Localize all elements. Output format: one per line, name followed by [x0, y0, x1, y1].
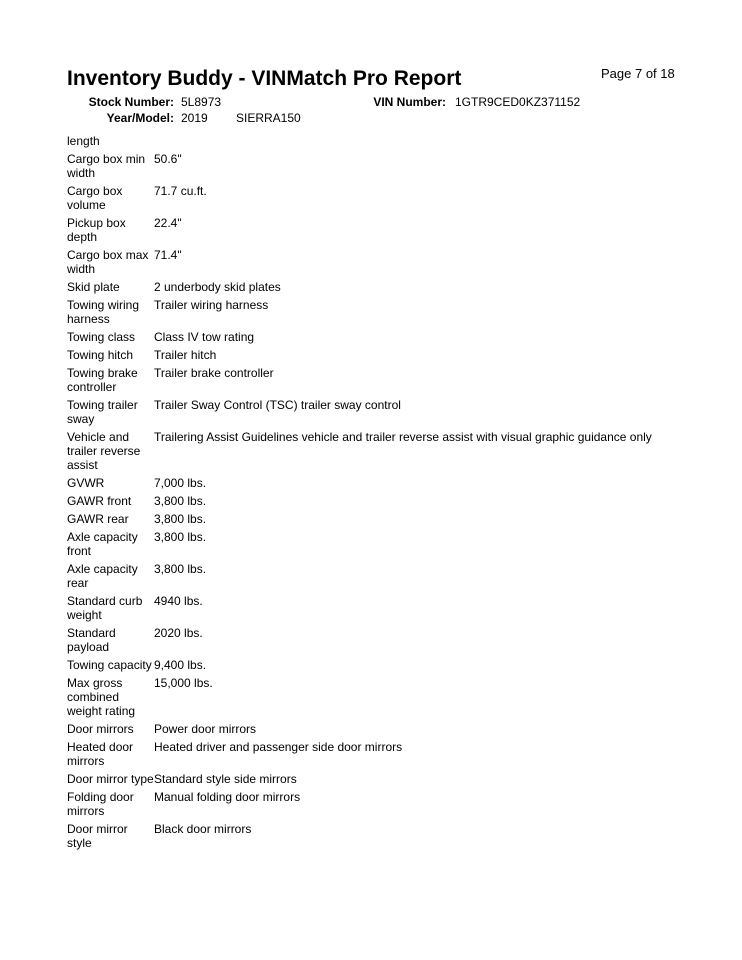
spec-row [67, 476, 652, 494]
spec-row [67, 530, 652, 562]
vin-number-label: VIN Number: [373, 95, 446, 109]
spec-label: Cargo box volume [67, 184, 123, 212]
spec-value: 22.4" [154, 216, 182, 230]
spec-value: 71.7 cu.ft. [154, 184, 207, 198]
spec-label: Towing class [67, 330, 136, 344]
spec-label: Axle capacity front [67, 530, 138, 558]
spec-value: 50.6" [154, 152, 182, 166]
spec-value: 4940 lbs. [154, 594, 203, 608]
spec-row [67, 184, 652, 216]
spec-value: 9,400 lbs. [154, 658, 207, 672]
spec-row [67, 430, 652, 476]
year-value: 2019 [181, 111, 208, 125]
spec-value: 3,800 lbs. [154, 512, 207, 526]
spec-row [67, 822, 652, 854]
spec-row [67, 366, 652, 398]
spec-row [67, 658, 652, 676]
model-value: SIERRA150 [236, 111, 301, 125]
spec-row [67, 562, 652, 594]
spec-row [67, 594, 652, 626]
spec-value: Manual folding door mirrors [154, 790, 301, 804]
stock-number-label: Stock Number: [88, 95, 174, 109]
spec-value: 3,800 lbs. [154, 562, 207, 576]
spec-value: 7,000 lbs. [154, 476, 207, 490]
spec-label: GAWR rear [67, 512, 129, 526]
spec-label: Cargo box max width [67, 248, 149, 276]
spec-value: 2 underbody skid plates [154, 280, 281, 294]
spec-row [67, 676, 652, 722]
spec-row [67, 248, 652, 280]
spec-value: 3,800 lbs. [154, 494, 207, 508]
spec-row [67, 134, 652, 152]
spec-row [67, 216, 652, 248]
spec-label: Door mirror style [67, 822, 128, 850]
spec-label: Max gross combined weight rating [67, 676, 136, 718]
spec-label: Standard payload [67, 626, 116, 654]
spec-row [67, 626, 652, 658]
spec-label: Cargo box min width [67, 152, 146, 180]
spec-row [67, 494, 652, 512]
spec-label: length [67, 134, 100, 148]
spec-label: Standard curb weight [67, 594, 143, 622]
spec-value: Trailer wiring harness [154, 298, 269, 312]
spec-value: Trailer hitch [154, 348, 217, 362]
spec-label: Towing trailer sway [67, 398, 138, 426]
spec-row [67, 512, 652, 530]
spec-row [67, 280, 652, 298]
spec-value: Class IV tow rating [154, 330, 255, 344]
spec-label: Door mirror type [67, 772, 154, 786]
spec-value: 15,000 lbs. [154, 676, 213, 690]
spec-label: Door mirrors [67, 722, 134, 736]
spec-value: Trailer Sway Control (TSC) trailer sway control [154, 398, 401, 412]
spec-row [67, 348, 652, 366]
spec-row [67, 722, 652, 740]
spec-label: Towing brake controller [67, 366, 138, 394]
spec-row [67, 152, 652, 184]
spec-label: GAWR front [67, 494, 132, 508]
spec-label: Towing hitch [67, 348, 134, 362]
spec-label: Vehicle and trailer reverse assist [67, 430, 141, 472]
spec-value: Trailering Assist Guidelines vehicle and trailer reverse assist with visual graphic guidance only [154, 430, 652, 444]
page-number: Page 7 of 18 [601, 66, 675, 81]
vin-number-value: 1GTR9CED0KZ371152 [455, 95, 581, 109]
spec-row [67, 330, 652, 348]
spec-label: Folding door mirrors [67, 790, 134, 818]
spec-row [67, 398, 652, 430]
spec-row [67, 772, 652, 790]
spec-label: Skid plate [67, 280, 120, 294]
spec-row [67, 298, 652, 330]
report-title: Inventory Buddy - VINMatch Pro Report [67, 67, 462, 90]
spec-row [67, 740, 652, 772]
spec-label: GVWR [67, 476, 105, 490]
spec-label: Pickup box depth [67, 216, 126, 244]
spec-label: Towing capacity [67, 658, 152, 672]
spec-value: Trailer brake controller [154, 366, 274, 380]
spec-label: Heated door mirrors [67, 740, 134, 768]
spec-value: 71.4" [154, 248, 182, 262]
spec-table-body [67, 134, 652, 854]
spec-value: Heated driver and passenger side door mirrors [154, 740, 403, 754]
spec-table [67, 134, 652, 854]
spec-value: Standard style side mirrors [154, 772, 297, 786]
spec-row [67, 790, 652, 822]
year-model-label: Year/Model: [106, 111, 174, 125]
spec-value: 2020 lbs. [154, 626, 203, 640]
spec-value: 3,800 lbs. [154, 530, 207, 544]
spec-value: Black door mirrors [154, 822, 252, 836]
spec-label: Axle capacity rear [67, 562, 138, 590]
spec-value [154, 134, 652, 152]
stock-number-value: 5L8973 [181, 95, 222, 109]
spec-value: Power door mirrors [154, 722, 257, 736]
spec-label: Towing wiring harness [67, 298, 140, 326]
